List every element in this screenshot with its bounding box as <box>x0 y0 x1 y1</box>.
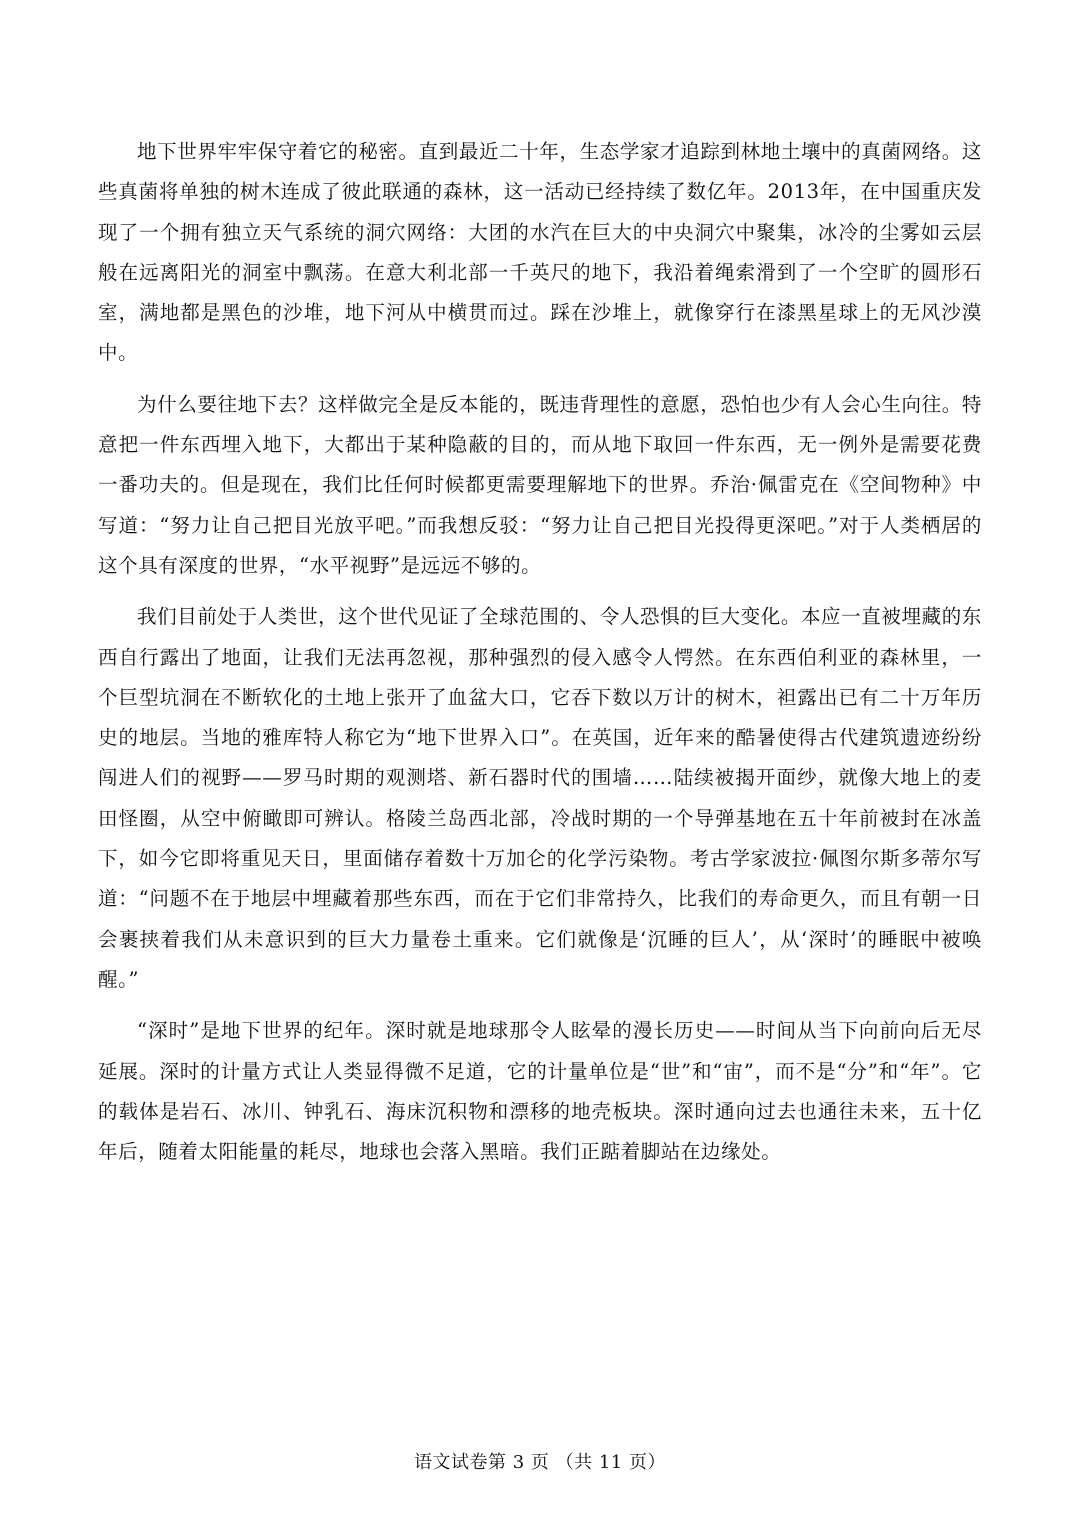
paragraph-3: 我们目前处于人类世，这个世代见证了全球范围的、令人恐惧的巨大变化。本应一直被埋藏的东西自行露出了地面，让我们无法再忽视，那种强烈的侵入感令人愕然。在东西伯利亚的森林里，一个巨型坑洞在不断软化的土地上张开了血盆大口，它吞下数以万计的树木，袒露出已有二十万年历史的地层。当地的雅库特人称它为“地下世界入口”。在英国，近年来的酷暑使得古代建筑遗迹纷纷闯进人们的视野——罗马时期的观测塔、新石器时代的围墙……陆续被揭开面纱，就像大地上的麦田怪圈，从空中俯瞰即可辨认。格陵兰岛西北部，冷战时期的一个导弹基地在五十年前被封在冰盖下，如今它即将重见天日，里面储存着数十万加仑的化学污染物。考古学家波拉·佩图尔斯多蒂尔写道：“问题不在于地层中埋藏着那些东西，而在于它们非常持久，比我们的寿命更久，而且有朝一日会裹挟着我们从未意识到的巨大力量卷土重来。它们就像是‘沉睡的巨人’，从‘深时’的睡眠中被唤醒。” <box>98 605 982 991</box>
article-body <box>98 132 982 1183</box>
paragraph-2: 为什么要往地下去？这样做完全是反本能的，既违背理性的意愿，恐怕也少有人会心生向往。特意把一件东西埋入地下，大都出于某种隐蔽的目的，而从地下取回一件东西，无一例外是需要花费一番功夫的。但是现在，我们比任何时候都更需要理解地下的世界。乔治·佩雷克在《空间物种》中写道：“努力让自己把目光放平吧。”而我想反驳：“努力让自己把目光投得更深吧。”对于人类栖居的这个具有深度的世界，“水平视野”是远远不够的。 <box>98 392 982 577</box>
page-footer: 语文试卷第 3 页 （共 11 页） <box>414 1452 666 1473</box>
paragraph-1: 地下世界牢牢保守着它的秘密。直到最近二十年，生态学家才追踪到林地土壤中的真菌网络。这些真菌将单独的树木连成了彼此联通的森林，这一活动已经持续了数亿年。2013年，在中国重庆发现了一个拥有独立天气系统的洞穴网络：大团的水汽在巨大的中央洞穴中聚集，冰冷的尘雾如云层般在远离阳光的洞室中飘荡。在意大利北部一千英尺的地下，我沿着绳索滑到了一个空旷的圆形石室，满地都是黑色的沙堆，地下河从中横贯而过。踩在沙堆上，就像穿行在漆黑星球上的无风沙漠中。 <box>98 140 982 365</box>
paragraph-4: “深时”是地下世界的纪年。深时就是地球那令人眩晕的漫长历史——时间从当下向前向后无尽延展。深时的计量方式让人类显得微不足道，它的计量单位是“世”和“宙”，而不是“分”和“年”。它的载体是岩石、冰川、钟乳石、海床沉积物和漂移的地壳板块。深时通向过去也通往未来，五十亿年后，随着太阳能量的耗尽，地球也会落入黑暗。我们正踮着脚站在边缘处。 <box>98 1019 982 1164</box>
